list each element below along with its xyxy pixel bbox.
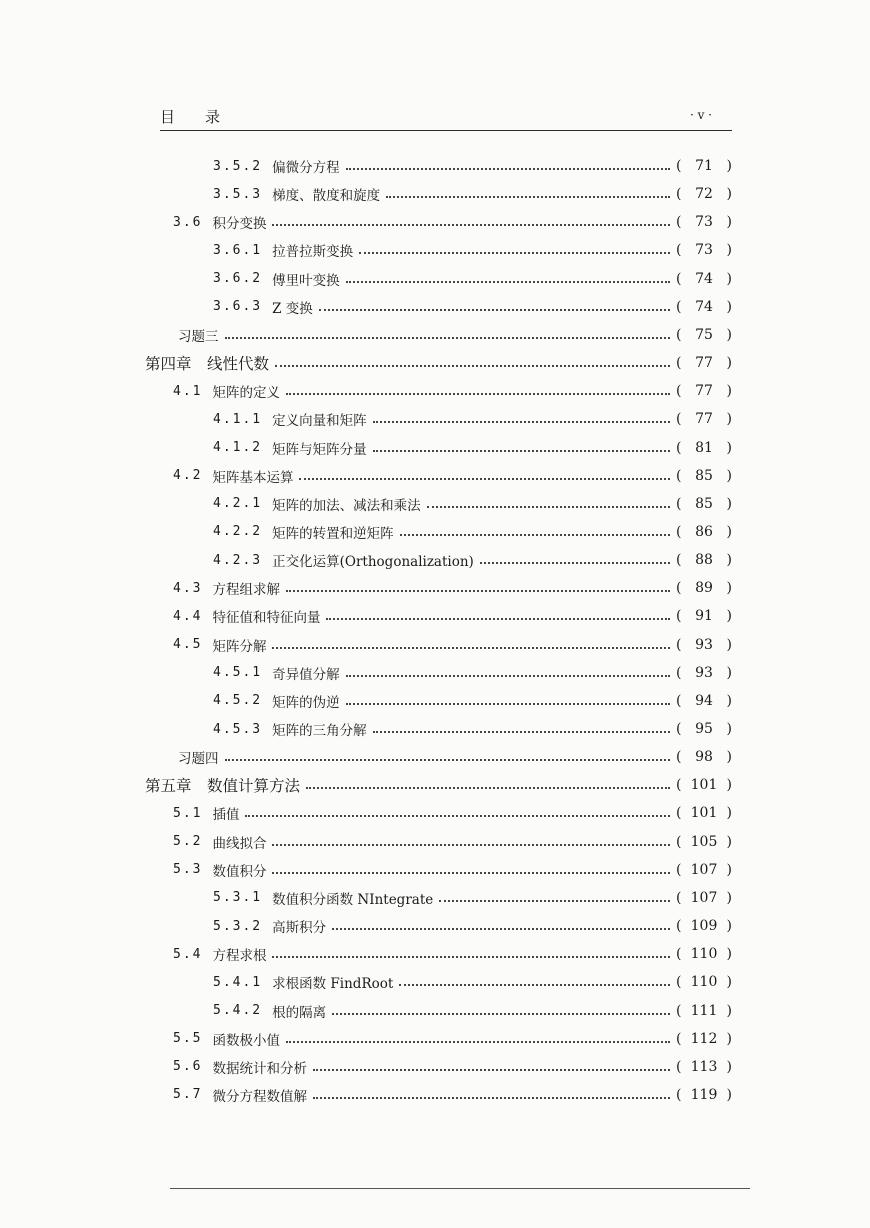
toc-entry-page-number: 72: [695, 186, 713, 203]
paren-open: (: [676, 1002, 682, 1019]
paren-close: ): [726, 974, 732, 991]
toc-entry-number: 4.5.3: [213, 721, 263, 737]
toc-entry: [213, 970, 732, 994]
toc-entry: [213, 295, 732, 319]
paren-close: ): [726, 721, 732, 737]
dot-leader: [427, 506, 670, 508]
toc-entry-page-number: 71: [695, 158, 713, 174]
paren-open: (: [676, 523, 682, 540]
toc-entry: [213, 407, 732, 431]
paren-close: ): [726, 158, 732, 174]
paren-open: (: [676, 298, 682, 315]
toc-entry-page-number: 101: [690, 805, 718, 822]
toc-entry-title: 偏微分方程: [272, 160, 340, 176]
toc-entry-number: 3.6.1: [213, 242, 263, 258]
paren-close: ): [726, 1058, 732, 1075]
toc-entry-page-number: 112: [690, 1030, 718, 1047]
dot-leader: [332, 928, 670, 930]
paren-close: ): [726, 214, 732, 231]
paren-open: (: [676, 1030, 682, 1047]
toc-entry-page: [676, 862, 732, 878]
dot-leader: [319, 309, 670, 311]
paren-open: (: [676, 158, 682, 174]
toc-entry-title: 习题四: [178, 751, 219, 768]
toc-entry-title: 矩阵的加法、减法和乘法: [272, 497, 421, 514]
toc-entry: [173, 1083, 732, 1107]
paren-close: ): [726, 467, 732, 484]
paren-close: ): [726, 495, 732, 512]
dot-leader: [225, 759, 671, 761]
toc-entry-title: 求根函数 FindRoot: [272, 976, 394, 993]
toc-entry-title: 正交化运算(Orthogonalization): [272, 554, 474, 571]
toc-entry-page: [676, 890, 732, 906]
toc-entry-page: [676, 271, 732, 287]
paren-close: ): [726, 186, 732, 203]
toc-entry-title: 积分变换: [212, 216, 267, 233]
paren-open: (: [676, 439, 682, 456]
toc-entry-number: 3.5.2: [213, 158, 263, 174]
toc-entry-page: [676, 637, 732, 653]
toc-entry-title: 函数极小值: [212, 1032, 280, 1049]
dot-leader: [346, 168, 670, 170]
paren-close: ): [726, 326, 732, 343]
toc-entry-page: [676, 1031, 732, 1047]
toc-entry: [213, 182, 732, 206]
toc-entry: [213, 886, 732, 910]
toc-entry-page-number: 113: [690, 1058, 718, 1075]
toc-entry: [173, 379, 732, 403]
toc-entry-page: [676, 186, 732, 202]
paren-open: (: [676, 805, 682, 822]
paren-open: (: [676, 692, 682, 709]
toc-entry-page-number: 73: [695, 242, 713, 259]
toc-entry: [145, 773, 732, 797]
toc-entry: [173, 633, 732, 657]
toc-entry-number: 5.5: [173, 1031, 203, 1047]
toc-entry-title: 矩阵的转置和逆矩阵: [272, 525, 394, 542]
toc-entry: [173, 801, 732, 825]
toc-entry-page-number: 95: [695, 721, 713, 737]
toc-entry-title: 定义向量和矩阵: [272, 413, 367, 430]
toc-entry: [178, 323, 732, 347]
toc-entry-page: [676, 299, 732, 315]
paren-open: (: [676, 242, 682, 259]
toc-entry-page-number: 77: [695, 383, 713, 400]
toc-entry-page-number: 101: [690, 777, 718, 794]
toc-entry-title: 拉普拉斯变换: [272, 244, 354, 261]
toc-entry: [173, 604, 732, 628]
toc-entry: [213, 661, 732, 685]
paren-open: (: [676, 721, 682, 737]
dot-leader: [286, 393, 670, 395]
paren-close: ): [726, 1002, 732, 1019]
toc-entry-number: 5.1: [173, 805, 203, 821]
toc-entry: [213, 492, 732, 516]
toc-entry-page: [676, 805, 732, 821]
toc-entry: [173, 576, 732, 600]
paren-close: ): [726, 692, 732, 709]
toc-entry-page-number: 119: [690, 1086, 718, 1103]
toc-entry-page-number: 110: [690, 974, 718, 991]
dot-leader: [373, 421, 670, 423]
toc-entry-page-number: 85: [695, 495, 713, 512]
toc-entry-page: [676, 383, 732, 399]
toc-entry-page: [676, 158, 732, 174]
toc-entry-number: 3.6.2: [213, 271, 263, 287]
toc-entry: [213, 520, 732, 544]
toc-entry: [213, 548, 732, 572]
toc-entry-number: 4.5: [173, 637, 203, 653]
paren-open: (: [676, 383, 682, 400]
toc-entry: [213, 717, 732, 741]
toc-entry-title: Z 变换: [272, 300, 313, 317]
paren-open: (: [676, 495, 682, 512]
dot-leader: [245, 815, 670, 817]
paren-close: ): [726, 749, 732, 766]
toc-entry-page: [676, 974, 732, 990]
toc-entry-page: [676, 1059, 732, 1075]
dot-leader: [373, 450, 670, 452]
paren-open: (: [676, 1086, 682, 1103]
toc-entry: [178, 745, 732, 769]
paren-open: (: [676, 411, 682, 428]
toc-entry-page: [676, 411, 732, 427]
toc-entry-page-number: 73: [695, 214, 713, 231]
toc-entry-title: 数值积分: [212, 863, 267, 880]
paren-open: (: [676, 467, 682, 484]
paren-close: ): [726, 523, 732, 540]
toc-entry-number: 4.2: [173, 468, 203, 484]
toc-entry-page-number: 107: [690, 889, 718, 906]
toc-entry-number: 5.3.2: [213, 918, 263, 934]
toc-entry: [213, 914, 732, 938]
dot-leader: [386, 196, 670, 198]
toc-entry-number: 4.2.2: [213, 524, 263, 540]
toc-entry: [173, 830, 732, 854]
toc-entry-number: 4.1: [173, 383, 203, 399]
paren-close: ): [726, 889, 732, 906]
paren-open: (: [676, 946, 682, 963]
dot-leader: [299, 478, 670, 480]
toc-entry-page-number: 74: [695, 270, 713, 287]
toc-entry-page: [676, 834, 732, 850]
paren-close: ): [726, 636, 732, 653]
toc-entry-page-number: 109: [690, 918, 718, 935]
toc-entry-title: 数据统计和分析: [212, 1060, 307, 1077]
dot-leader: [400, 534, 670, 536]
paren-close: ): [726, 355, 732, 372]
paren-open: (: [676, 355, 682, 372]
toc-entry-title: 方程组求解: [212, 582, 280, 599]
toc-entry-title: 特征值和特征向量: [212, 610, 321, 627]
paren-close: ): [726, 608, 732, 625]
toc-entry-title: 方程求根: [212, 948, 267, 965]
toc-entry-page: [676, 468, 732, 484]
toc-entry: [213, 154, 732, 178]
dot-leader: [286, 590, 670, 592]
toc-entry-number: 4.2.1: [213, 496, 263, 512]
toc-entry-page-number: 110: [690, 946, 718, 963]
page-header: [160, 106, 732, 132]
toc-entry: [173, 464, 732, 488]
dot-leader: [359, 252, 670, 254]
dot-leader: [313, 1069, 670, 1071]
toc-entry-number: 5.7: [173, 1087, 203, 1103]
paren-close: ): [726, 833, 732, 850]
paren-close: ): [726, 664, 732, 681]
toc-entry-title: 根的隔离: [272, 1004, 327, 1021]
paren-close: ): [726, 1086, 732, 1103]
toc-entry-number: 5.4: [173, 946, 203, 962]
toc-entry-number: 5.4.1: [213, 974, 263, 990]
toc-entry-title: 矩阵分解: [212, 638, 267, 655]
toc-entry-page: [676, 749, 732, 765]
toc-entry-page-number: 86: [695, 523, 713, 540]
dot-leader: [326, 618, 670, 620]
paren-close: ): [726, 552, 732, 569]
toc-entry-page-number: 74: [695, 298, 713, 315]
paren-close: ): [726, 805, 732, 822]
toc-entry-title: 矩阵与矩阵分量: [272, 441, 367, 458]
toc-entry-number: 5.3: [173, 862, 203, 878]
dot-leader: [346, 703, 670, 705]
paren-open: (: [676, 186, 682, 203]
paren-open: (: [676, 270, 682, 287]
dot-leader: [272, 872, 670, 874]
dot-leader: [439, 900, 670, 902]
paren-close: ): [726, 580, 732, 597]
dot-leader: [272, 956, 670, 958]
header-title: [160, 106, 220, 127]
toc-entry-number: 4.5.2: [213, 693, 263, 709]
toc-entry-page-number: 93: [695, 664, 713, 681]
paren-open: (: [676, 636, 682, 653]
toc-entry-page-number: 77: [695, 355, 713, 372]
toc-entry-page: [676, 552, 732, 568]
paren-open: (: [676, 861, 682, 878]
paren-open: (: [676, 608, 682, 625]
paren-close: ): [726, 946, 732, 963]
paren-open: (: [676, 833, 682, 850]
toc-entry-page-number: 77: [695, 411, 713, 428]
paren-open: (: [676, 664, 682, 681]
toc-entry-page: [676, 327, 732, 343]
paren-open: (: [676, 214, 682, 231]
toc-entry-page-number: 111: [690, 1002, 718, 1019]
toc-entry: [173, 858, 732, 882]
paren-open: (: [676, 777, 682, 794]
dot-leader: [272, 844, 670, 846]
paren-open: (: [676, 326, 682, 343]
toc-entry: [145, 351, 732, 375]
toc-entry-title: 数值积分函数 NIntegrate: [272, 891, 434, 908]
dot-leader: [272, 224, 670, 226]
toc-entry-page-number: 107: [690, 861, 718, 878]
paren-close: ): [726, 270, 732, 287]
toc-entry-page-number: 105: [690, 833, 718, 850]
header-title-char-2: 录: [205, 108, 221, 126]
toc-entry-number: 4.4: [173, 608, 203, 624]
toc-entry: [173, 1055, 732, 1079]
toc-entry-number: 5.2: [173, 834, 203, 850]
dot-leader: [480, 562, 670, 564]
toc-entry-page: [676, 355, 732, 371]
dot-leader: [373, 731, 670, 733]
toc-entry-page-number: 85: [695, 467, 713, 484]
toc-entry-title: 奇异值分解: [272, 666, 340, 683]
toc-entry-title: 第四章 线性代数: [145, 355, 270, 374]
toc-entry-page: [676, 918, 732, 934]
toc-entry-title: 插值: [212, 807, 240, 824]
toc-entry-page: [676, 242, 732, 258]
toc-entry-number: 3.5.3: [213, 186, 263, 202]
toc-entry-title: 习题三: [178, 328, 219, 345]
toc-entry-title: 梯度、散度和旋度: [272, 188, 381, 205]
toc-entry-page-number: 75: [695, 326, 713, 343]
toc-entry-title: 高斯积分: [272, 920, 327, 937]
toc-entry-number: 4.5.1: [213, 665, 263, 681]
toc-entry-title: 曲线拟合: [212, 835, 267, 852]
toc-entry-page: [676, 946, 732, 962]
toc-entry: [173, 210, 732, 234]
toc-entry-page: [676, 524, 732, 540]
toc-entry-page: [676, 440, 732, 456]
toc-entry-page: [676, 693, 732, 709]
toc-entry-title: 矩阵的定义: [212, 385, 280, 402]
dot-leader: [286, 1041, 670, 1043]
toc-entry: [213, 999, 732, 1023]
toc-entry-number: 4.1.2: [213, 440, 263, 455]
paren-close: ): [726, 411, 732, 428]
paren-open: (: [676, 1058, 682, 1075]
toc-entry-number: 5.4.2: [213, 1003, 263, 1018]
dot-leader: [346, 675, 670, 677]
toc-entry-number: 3.6: [173, 214, 203, 230]
paren-close: ): [726, 861, 732, 878]
toc-entry-page-number: 89: [695, 580, 713, 597]
toc-entry-page: [676, 580, 732, 596]
paren-open: (: [676, 749, 682, 766]
toc-entry-page: [676, 1087, 732, 1103]
dot-leader: [332, 1013, 670, 1015]
toc-entry-title: 微分方程数值解: [212, 1088, 307, 1105]
toc-entry-page-number: 98: [695, 749, 713, 766]
toc-entry-page-number: 91: [695, 608, 713, 625]
toc-entry-page-number: 93: [695, 636, 713, 653]
toc-entry: [173, 942, 732, 966]
toc-entry-page: [676, 1003, 732, 1019]
dot-leader: [306, 787, 670, 789]
toc-entry-page: [676, 721, 732, 737]
dot-leader: [275, 365, 670, 367]
paren-open: (: [676, 580, 682, 597]
paren-open: (: [676, 918, 682, 935]
paren-close: ): [726, 242, 732, 259]
dot-leader: [399, 984, 670, 986]
toc-entry: [173, 1027, 732, 1051]
toc-entry-title: 矩阵的伪逆: [272, 694, 340, 711]
paren-close: ): [726, 777, 732, 794]
paren-open: (: [676, 974, 682, 991]
toc-entry-page-number: 94: [695, 692, 713, 709]
toc-entry-page-number: 88: [695, 552, 713, 569]
toc-entry-number: 4.2.3: [213, 552, 263, 568]
toc-entry-number: 5.6: [173, 1059, 203, 1075]
dot-leader: [272, 647, 670, 649]
paren-close: ): [726, 1030, 732, 1047]
paren-close: ): [726, 439, 732, 456]
toc-entry-page: [676, 496, 732, 512]
toc-entry-number: 3.6.3: [213, 299, 263, 315]
paren-close: ): [726, 298, 732, 315]
toc-entry-number: 5.3.1: [213, 890, 263, 906]
toc-entry-title: 矩阵基本运算: [212, 469, 294, 486]
toc-entry-title: 矩阵的三角分解: [272, 723, 367, 739]
paren-open: (: [676, 552, 682, 569]
toc-entry: [213, 238, 732, 262]
toc-entry-number: 4.3: [173, 580, 203, 596]
dot-leader: [313, 1097, 670, 1099]
paren-close: ): [726, 918, 732, 935]
dot-leader: [346, 281, 670, 283]
toc-entry: [213, 689, 732, 713]
dot-leader: [225, 337, 671, 339]
header-rule: [160, 130, 732, 131]
paren-open: (: [676, 889, 682, 906]
toc-entry-title: 第五章 数值计算方法: [145, 777, 301, 796]
toc-entry-page: [676, 608, 732, 624]
toc-entry-title: 傅里叶变换: [272, 272, 340, 289]
toc-entry: [213, 436, 732, 460]
toc-entry-page: [676, 777, 732, 793]
footer-rule: [170, 1188, 750, 1189]
header-page-number: · v ·: [689, 108, 712, 122]
toc-entry-page-number: 81: [695, 439, 713, 456]
paren-close: ): [726, 383, 732, 400]
toc-entry-number: 4.1.1: [213, 411, 263, 427]
toc-entry-page: [676, 214, 732, 230]
header-title-char-1: 目: [160, 108, 176, 126]
toc-entry: [213, 267, 732, 291]
toc-entry-page: [676, 665, 732, 681]
